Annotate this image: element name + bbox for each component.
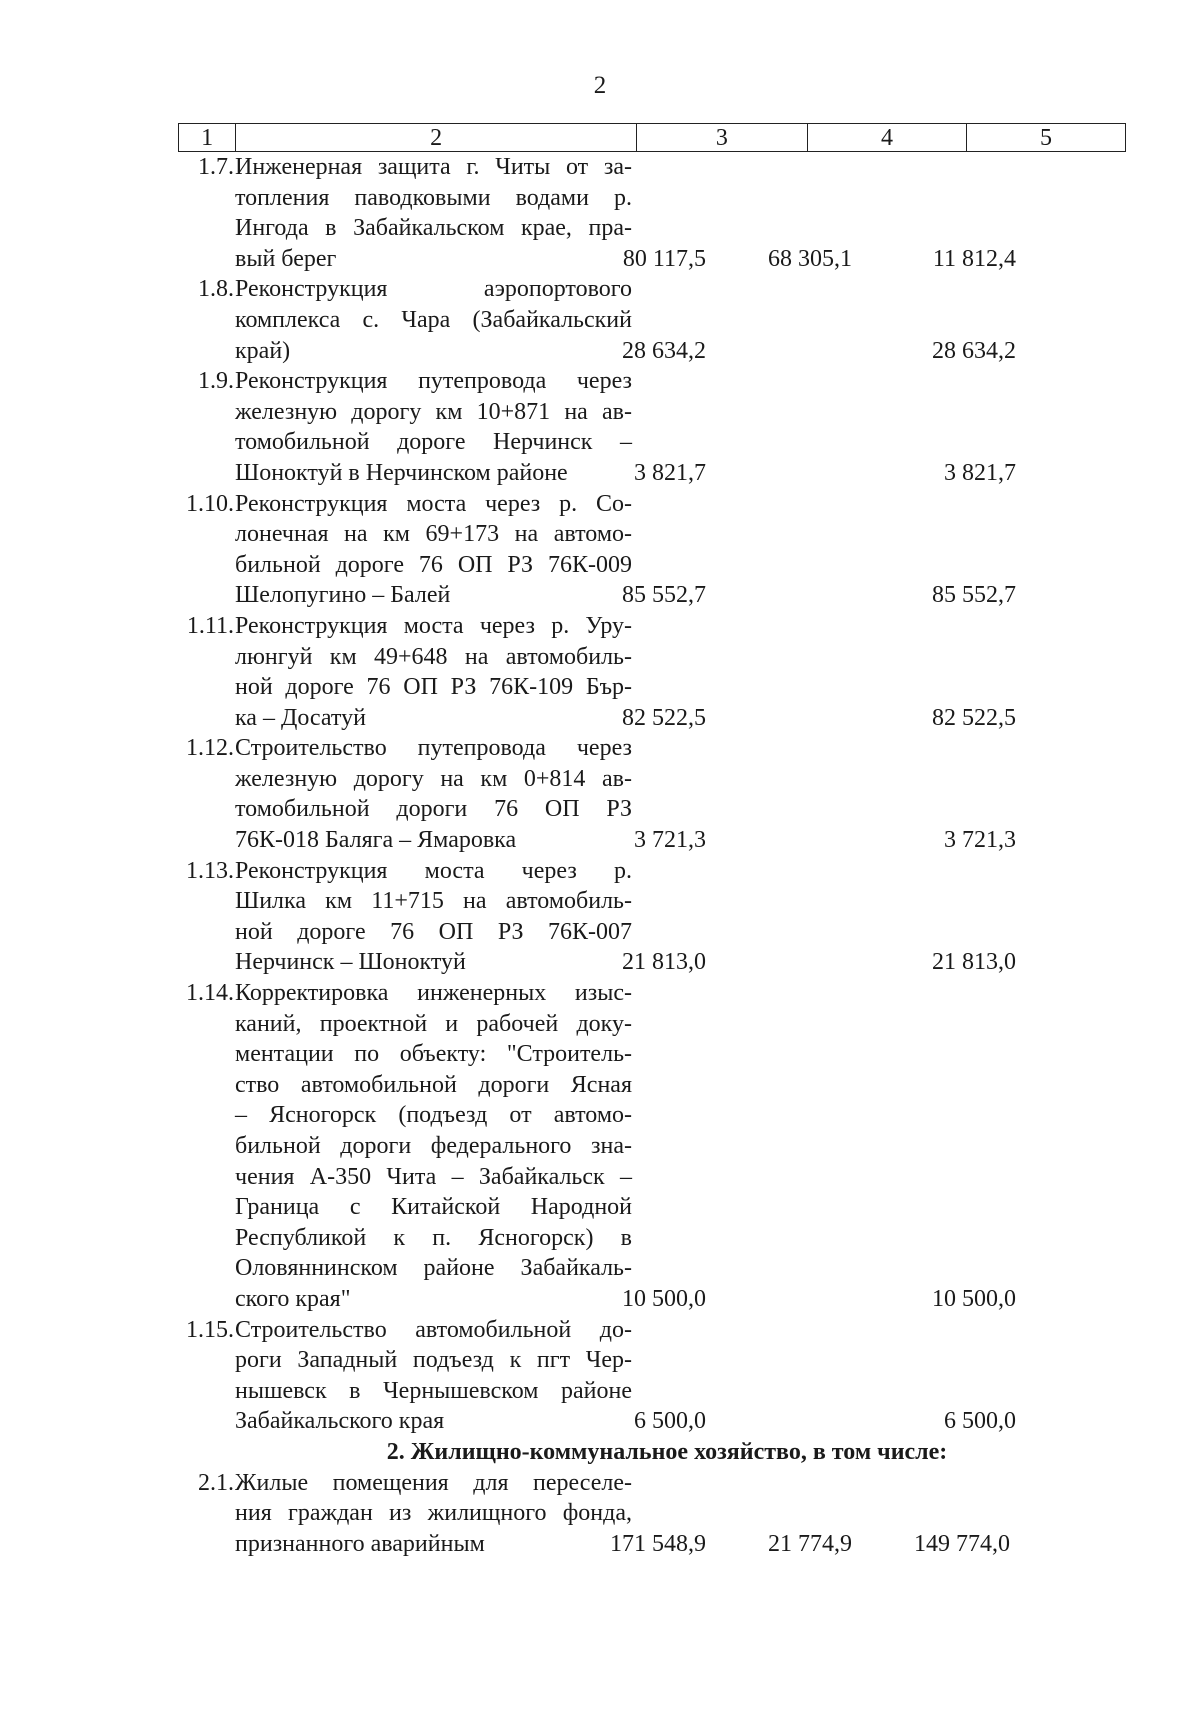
description-line: бильной дороги федерального зна- — [235, 1133, 632, 1159]
description-line: Реконструкция путепровода через — [235, 368, 632, 395]
description-line: ной дороге 76 ОП РЗ 76К-007 — [235, 918, 632, 945]
description-line: комплекса с. Чара (Забайкальский — [235, 306, 632, 333]
value-col3: 85 552,7 — [622, 582, 706, 609]
column-header-3: 3 — [636, 124, 807, 152]
value-col3: 28 634,2 — [622, 337, 706, 364]
row-description — [235, 152, 632, 274]
row-description — [235, 489, 632, 611]
description-line: Шелопугино – Балей — [235, 582, 451, 609]
description-line: Инженерная защита г. Читы от за- — [235, 154, 632, 180]
description-line: признанного аварийным — [235, 1530, 485, 1557]
description-line: Нерчинск – Шоноктуй — [235, 949, 466, 976]
value-col5: 3 721,3 — [944, 827, 1016, 854]
row-description — [235, 856, 632, 978]
description-line: бильной дороге 76 ОП РЗ 76К-009 — [235, 551, 632, 578]
table-row — [178, 1315, 1126, 1437]
description-line: роги Западный подъезд к пгт Чер- — [235, 1347, 632, 1374]
description-line: Строительство автомобильной до- — [235, 1316, 632, 1343]
page-number: 2 — [593, 72, 607, 99]
value-col3: 82 522,5 — [622, 704, 706, 731]
table-body — [178, 152, 1126, 1559]
description-line: Шилка км 11+715 на автомобиль- — [235, 888, 632, 915]
description-line: лонечная на км 69+173 на автомо- — [235, 521, 632, 548]
value-col3: 171 548,9 — [610, 1530, 706, 1557]
description-line: Граница с Китайской Народной — [235, 1194, 632, 1221]
column-header-row — [179, 124, 1126, 152]
description-line: ной дороге 76 ОП РЗ 76К-109 Бър- — [235, 674, 632, 701]
table-row — [178, 978, 1126, 1315]
description-line: 76К-018 Баляга – Ямаровка — [235, 827, 517, 854]
row-number: 1.10. — [186, 490, 234, 517]
description-line: – Ясногорск (подъезд от автомо- — [235, 1102, 632, 1129]
description-line: люнгуй км 49+648 на автомобиль- — [235, 643, 632, 670]
value-col4: 21 774,9 — [768, 1530, 852, 1557]
description-line: ментации по объекту: "Строитель- — [235, 1041, 632, 1068]
description-line: край) — [235, 337, 291, 364]
description-line: томобильной дороги 76 ОП РЗ — [235, 796, 632, 823]
description-line: железную дорогу на км 0+814 ав- — [235, 765, 632, 792]
row-number: 1.15. — [186, 1316, 234, 1343]
value-col5: 3 821,7 — [944, 459, 1016, 486]
row-number: 1.12. — [186, 735, 234, 762]
table-row — [178, 1468, 1126, 1560]
description-line: Республикой к п. Ясногорск) в — [235, 1224, 632, 1251]
description-line: Ингода в Забайкальском крае, пра- — [235, 215, 632, 242]
column-header-5: 5 — [966, 124, 1125, 152]
description-line: Реконструкция моста через р. Со- — [235, 490, 632, 517]
table-row — [178, 489, 1126, 611]
description-line: Реконструкция моста через р. — [235, 857, 632, 884]
table-row — [178, 856, 1126, 978]
table-row — [178, 274, 1126, 366]
row-description — [235, 733, 632, 855]
row-description — [235, 1468, 632, 1560]
value-col5: 85 552,7 — [932, 582, 1016, 609]
description-line: Реконструкция аэропортового — [235, 276, 632, 303]
value-col3: 21 813,0 — [622, 949, 706, 976]
description-line: нышевск в Чернышевском районе — [235, 1377, 632, 1404]
row-number: 1.8. — [198, 276, 234, 303]
table-row — [178, 366, 1126, 488]
row-number: 1.9. — [198, 368, 234, 395]
description-line: Оловяннинском районе Забайкаль- — [235, 1255, 632, 1282]
row-number: 1.7. — [198, 154, 234, 180]
description-line: Реконструкция моста через р. Уру- — [235, 612, 632, 639]
value-col3: 80 117,5 — [622, 245, 706, 272]
value-col5: 21 813,0 — [932, 949, 1016, 976]
row-number: 2.1. — [198, 1469, 234, 1496]
value-col5: 82 522,5 — [932, 704, 1016, 731]
description-line: вый берег — [235, 245, 337, 272]
description-line: ского края" — [235, 1285, 351, 1312]
value-col5: 28 634,2 — [932, 337, 1016, 364]
description-line: Жилые помещения для переселе- — [235, 1469, 632, 1496]
description-line: ка – Досатуй — [235, 704, 366, 731]
row-number: 1.13. — [186, 857, 234, 884]
description-line: Корректировка инженерных изыс- — [235, 980, 632, 1007]
description-line: топления паводковыми водами р. — [235, 184, 632, 211]
value-col4: 68 305,1 — [768, 245, 852, 272]
description-line: ния граждан из жилищного фонда, — [235, 1500, 632, 1527]
description-line: Забайкальского края — [235, 1408, 445, 1435]
row-description — [235, 274, 632, 366]
section-heading: 2. Жилищно-коммунальное хозяйство, в том числе: — [386, 1438, 948, 1465]
row-number: 1.14. — [186, 980, 234, 1007]
value-col3: 3 721,3 — [634, 827, 706, 854]
table-row — [178, 611, 1126, 733]
value-col3: 6 500,0 — [634, 1408, 706, 1435]
description-line: чения А-350 Чита – Забайкальск – — [235, 1163, 632, 1190]
row-description — [235, 611, 632, 733]
value-col3: 3 821,7 — [634, 459, 706, 486]
column-header-1: 1 — [179, 124, 236, 152]
row-description — [235, 978, 632, 1315]
value-col5: 149 774,0 — [914, 1530, 1010, 1557]
description-line: Шоноктуй в Нерчинском районе — [235, 459, 568, 486]
row-number: 1.11. — [186, 612, 234, 639]
row-description — [235, 366, 632, 488]
description-line: Строительство путепровода через — [235, 735, 632, 762]
column-header-2: 2 — [236, 124, 637, 152]
value-col5: 6 500,0 — [944, 1408, 1016, 1435]
value-col5: 11 812,4 — [932, 245, 1016, 272]
value-col3: 10 500,0 — [622, 1285, 706, 1312]
description-line: томобильной дороге Нерчинск – — [235, 429, 632, 456]
table-row — [178, 152, 1126, 274]
column-header-4: 4 — [807, 124, 966, 152]
description-line: каний, проектной и рабочей доку- — [235, 1010, 632, 1037]
column-header-table — [178, 123, 1126, 152]
row-description — [235, 1315, 632, 1437]
description-line: железную дорогу км 10+871 на ав- — [235, 398, 632, 425]
table-row — [178, 733, 1126, 855]
description-line: ство автомобильной дороги Ясная — [235, 1071, 632, 1098]
value-col5: 10 500,0 — [932, 1285, 1016, 1312]
